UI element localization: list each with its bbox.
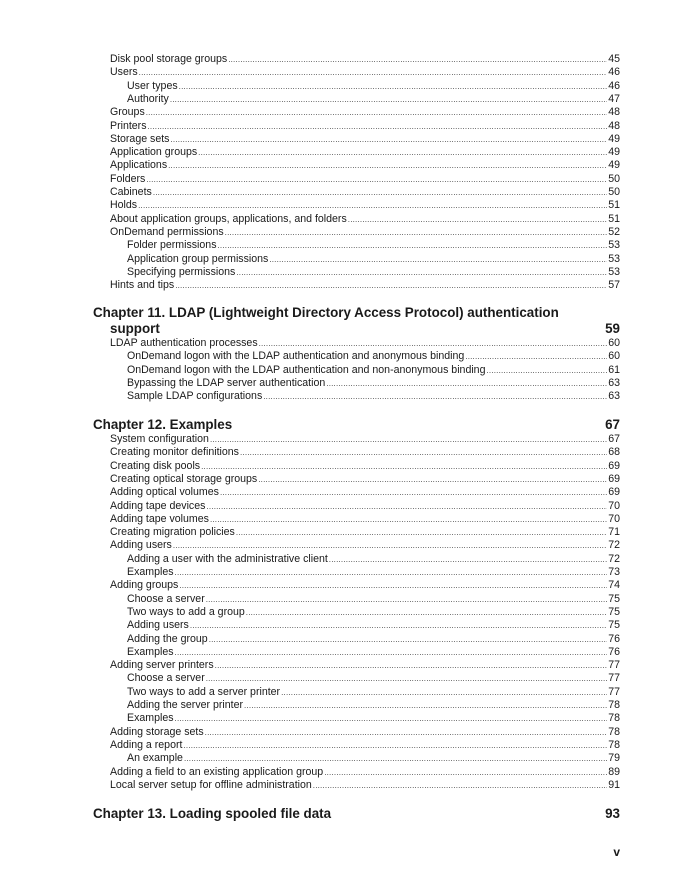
leader-dots <box>184 752 607 765</box>
leader-dots <box>246 606 607 619</box>
toc-entry-title: System configuration <box>110 433 209 445</box>
toc-entry[interactable] <box>110 526 620 539</box>
toc-entry-page: 52 <box>608 225 620 238</box>
leader-dots <box>465 350 607 363</box>
toc-entry-page: 49 <box>608 159 620 172</box>
toc-entry-page: 77 <box>608 672 620 685</box>
leader-dots <box>259 337 608 350</box>
toc-entry-page: 68 <box>608 446 620 459</box>
toc-subentry[interactable] <box>127 553 620 566</box>
leader-dots <box>269 253 607 266</box>
toc-entry[interactable] <box>110 226 620 239</box>
leader-dots <box>170 133 607 146</box>
leader-dots <box>168 159 607 172</box>
leader-dots <box>179 80 608 93</box>
chapter-11-title-continued: support <box>110 321 160 336</box>
toc-subentry[interactable] <box>127 253 620 266</box>
leader-dots <box>175 712 608 725</box>
toc-entry-page: 77 <box>608 659 620 672</box>
toc-entry-page: 47 <box>608 92 620 105</box>
toc-subentry[interactable] <box>127 633 620 646</box>
toc-entry-page: 57 <box>608 279 620 292</box>
toc-entry-page: 50 <box>608 186 620 198</box>
toc-entry-page: 67 <box>608 433 620 445</box>
chapter-12-title: Chapter 12. Examples <box>93 417 233 432</box>
toc-entry-page: 89 <box>608 765 620 778</box>
toc-entry-page: 75 <box>608 605 620 618</box>
toc-entry-page: 75 <box>608 592 620 605</box>
toc-entry-title: User types <box>127 79 178 92</box>
toc-subentry[interactable] <box>127 377 620 390</box>
toc-entry-title: Two ways to add a server printer <box>127 685 281 698</box>
toc-entry-title: About application groups, applications, and folders <box>110 212 347 225</box>
toc-entry-title: Choose a server <box>127 672 205 685</box>
toc-entry[interactable] <box>110 337 620 350</box>
toc-entry-title: Local server setup for offline administration <box>110 778 312 791</box>
leader-dots <box>170 93 607 106</box>
leader-dots <box>348 213 607 226</box>
toc-entry[interactable] <box>110 279 620 292</box>
toc-entry[interactable] <box>110 726 620 739</box>
leader-dots <box>281 686 607 699</box>
toc-entry[interactable] <box>110 66 620 79</box>
leader-dots <box>329 553 607 566</box>
toc-subentry[interactable] <box>127 712 620 725</box>
toc-entry-title: Adding the group <box>127 632 208 645</box>
toc-entry-page: 69 <box>608 486 620 499</box>
toc-entry-title: Cabinets <box>110 186 152 198</box>
toc-entry-page: 46 <box>608 79 620 92</box>
toc-subentry[interactable] <box>127 606 620 619</box>
toc-entry[interactable] <box>110 579 620 592</box>
toc-entry-page: 53 <box>608 239 620 252</box>
toc-entry-title: Adding optical volumes <box>110 486 219 499</box>
toc-entry[interactable] <box>110 500 620 513</box>
toc-entry-title: Hints and tips <box>110 279 175 292</box>
toc-entry-page: 71 <box>608 526 620 539</box>
leader-dots <box>220 486 607 499</box>
leader-dots <box>486 364 607 377</box>
toc-entry-title: Applications <box>110 159 168 172</box>
leader-dots <box>190 619 607 632</box>
leader-dots <box>324 766 607 779</box>
toc-entry-page: 73 <box>608 566 620 578</box>
toc-entry[interactable] <box>110 766 620 779</box>
leader-dots <box>225 226 608 239</box>
chapter-12-heading[interactable] <box>93 417 620 433</box>
toc-subentry[interactable] <box>127 266 620 279</box>
toc-entry-title: Folders <box>110 172 146 185</box>
toc-entry-page: 69 <box>608 459 620 472</box>
toc-subentry[interactable] <box>127 390 620 403</box>
toc-entry-title: Adding storage sets <box>110 725 204 738</box>
toc-subentry[interactable] <box>127 752 620 765</box>
toc-entry-page: 63 <box>608 376 620 389</box>
leader-dots <box>240 446 607 459</box>
toc-entry-page: 72 <box>608 552 620 565</box>
chapter-13-title: Chapter 13. Loading spooled file data <box>93 806 332 821</box>
toc-entry-title: Specifying permissions <box>127 265 236 278</box>
toc-entry-title: Adding groups <box>110 579 179 592</box>
toc-subentry[interactable] <box>127 93 620 106</box>
toc-entry-page: 51 <box>608 199 620 212</box>
toc-entry-page: 76 <box>608 645 620 658</box>
leader-dots <box>183 739 607 752</box>
toc-entry[interactable] <box>110 433 620 446</box>
toc-entry-title: Application group permissions <box>127 252 269 265</box>
toc-entry-title: Adding server printers <box>110 659 214 672</box>
toc-entry-title: Choose a server <box>127 592 205 605</box>
toc-entry-page: 70 <box>608 499 620 512</box>
leader-dots <box>175 646 608 659</box>
toc-entry[interactable] <box>110 779 620 792</box>
toc-entry-page: 70 <box>608 512 620 525</box>
leader-dots <box>153 186 607 199</box>
toc-entry-page: 74 <box>608 579 620 592</box>
leader-dots <box>205 726 608 739</box>
toc-entry-title: Sample LDAP configurations <box>127 390 263 403</box>
toc-entry[interactable] <box>110 513 620 526</box>
toc-entry-title: Examples <box>127 645 174 658</box>
toc-entry-page: 60 <box>608 350 620 363</box>
toc-entry[interactable] <box>110 199 620 212</box>
page-number: v <box>613 845 620 859</box>
leader-dots <box>198 146 607 159</box>
toc-entry-page: 78 <box>608 699 620 711</box>
chapter-12-page: 67 <box>605 417 620 432</box>
toc-entry-title: Adding a report <box>110 738 183 751</box>
leader-dots <box>175 566 608 579</box>
leader-dots <box>210 513 607 526</box>
toc-entry-title: Examples <box>127 566 174 578</box>
toc-entry-page: 76 <box>608 632 620 645</box>
leader-dots <box>210 433 607 446</box>
toc-subentry[interactable] <box>127 699 620 712</box>
toc-entry[interactable] <box>110 446 620 459</box>
toc-entry-page: 91 <box>608 778 620 791</box>
leader-dots <box>209 633 608 646</box>
leader-dots <box>228 53 607 66</box>
toc-subentry[interactable] <box>127 672 620 685</box>
leader-dots <box>206 593 607 606</box>
leader-dots <box>201 460 607 473</box>
leader-dots <box>313 779 607 792</box>
toc-entry[interactable] <box>110 539 620 552</box>
toc-entry-page: 48 <box>608 106 620 119</box>
leader-dots <box>236 526 607 539</box>
toc-entry-page: 53 <box>608 252 620 265</box>
toc-entry-title: Adding users <box>110 539 172 552</box>
toc-entry-page: 63 <box>608 390 620 403</box>
leader-dots <box>146 173 607 186</box>
toc-entry[interactable] <box>110 213 620 226</box>
toc-entry-title: Adding tape devices <box>110 499 206 512</box>
toc-subentry[interactable] <box>127 239 620 252</box>
leader-dots <box>138 199 607 212</box>
leader-dots <box>175 279 607 292</box>
leader-dots <box>244 699 607 712</box>
toc-subentry[interactable] <box>127 350 620 363</box>
chapter-11-heading-line2[interactable] <box>110 321 620 337</box>
toc-entry-page: 48 <box>608 119 620 132</box>
toc-subentry[interactable] <box>127 686 620 699</box>
toc-entry-title: Adding a field to an existing application group <box>110 765 324 778</box>
leader-dots <box>263 390 607 403</box>
chapter-13-heading[interactable] <box>93 806 620 822</box>
toc-entry-title: Printers <box>110 119 147 132</box>
toc-subentry[interactable] <box>127 566 620 579</box>
leader-dots <box>139 66 608 79</box>
toc-entry-title: An example <box>127 752 183 765</box>
toc-entry[interactable] <box>110 159 620 172</box>
toc-entry-title: Creating monitor definitions <box>110 446 239 459</box>
toc-entry-title: OnDemand logon with the LDAP authentication and anonymous binding <box>127 350 465 363</box>
toc-entry-page: 72 <box>608 539 620 552</box>
toc-entry-page: 61 <box>608 363 620 376</box>
leader-dots <box>258 473 607 486</box>
chapter-11-title: Chapter 11. LDAP (Lightweight Directory Access Protocol) authentication <box>93 305 559 320</box>
toc-entry-page: 78 <box>608 725 620 738</box>
toc-entry[interactable] <box>110 53 620 66</box>
toc-entry-page: 77 <box>608 685 620 698</box>
toc-entry-page: 53 <box>608 265 620 278</box>
toc-entry-title: Creating disk pools <box>110 459 201 472</box>
toc-entry[interactable] <box>110 473 620 486</box>
toc-entry-title: Adding a user with the administrative client <box>127 552 328 565</box>
chapter-11-heading-line1[interactable] <box>93 305 559 321</box>
toc-entry-page: 79 <box>608 752 620 765</box>
leader-dots <box>236 266 607 279</box>
toc-entry-title: Folder permissions <box>127 239 217 252</box>
toc-entry-title: Adding tape volumes <box>110 512 209 525</box>
toc-entry-title: Creating optical storage groups <box>110 472 258 485</box>
leader-dots <box>206 672 607 685</box>
toc-entry-title: Adding the server printer <box>127 699 244 711</box>
leader-dots <box>146 106 607 119</box>
toc-entry[interactable] <box>110 133 620 146</box>
toc-entry-title: OnDemand logon with the LDAP authentication and non-anonymous binding <box>127 363 486 376</box>
toc-entry-title: Adding users <box>127 619 189 632</box>
toc-subentry[interactable] <box>127 364 620 377</box>
toc-entry-page: 49 <box>608 132 620 145</box>
toc-entry-page: 69 <box>608 472 620 485</box>
leader-dots <box>148 120 608 133</box>
chapter-13-page: 93 <box>605 806 620 821</box>
leader-dots <box>179 579 607 592</box>
leader-dots <box>326 377 607 390</box>
toc-entry-title: Storage sets <box>110 132 170 145</box>
toc-subentry[interactable] <box>127 619 620 632</box>
toc-entry-page: 45 <box>608 53 620 65</box>
toc-subentry[interactable] <box>127 593 620 606</box>
leader-dots <box>218 239 608 252</box>
toc-entry-title: Application groups <box>110 146 198 159</box>
toc-entry[interactable] <box>110 173 620 186</box>
toc-entry-title: Examples <box>127 712 174 725</box>
toc-entry-title: Two ways to add a group <box>127 605 245 618</box>
toc-entry-title: Groups <box>110 106 145 119</box>
toc-entry-title: Bypassing the LDAP server authentication <box>127 376 326 389</box>
toc-entry-page: 50 <box>608 172 620 185</box>
toc-entry-title: Authority <box>127 92 169 105</box>
chapter-11-page: 59 <box>605 321 620 336</box>
toc-entry[interactable] <box>110 739 620 752</box>
toc-entry-title: Holds <box>110 199 138 212</box>
toc-entry-page: 51 <box>608 212 620 225</box>
toc-subentry[interactable] <box>127 646 620 659</box>
leader-dots <box>206 500 607 513</box>
toc-entry[interactable] <box>110 146 620 159</box>
toc-entry-page: 60 <box>608 337 620 349</box>
toc-entry[interactable] <box>110 486 620 499</box>
toc-entry-title: Users <box>110 66 138 79</box>
toc-entry-title: Disk pool storage groups <box>110 53 228 65</box>
toc-entry[interactable] <box>110 106 620 119</box>
toc-entry[interactable] <box>110 186 620 199</box>
toc-entry-title: OnDemand permissions <box>110 225 224 238</box>
toc-entry-title: LDAP authentication processes <box>110 337 258 349</box>
toc-entry-page: 46 <box>608 66 620 79</box>
toc-entry-page: 78 <box>608 712 620 725</box>
leader-dots <box>215 659 608 672</box>
toc-entry-page: 78 <box>608 738 620 751</box>
toc-entry[interactable] <box>110 120 620 133</box>
toc-subentry[interactable] <box>127 80 620 93</box>
toc-entry-page: 49 <box>608 146 620 159</box>
toc-entry[interactable] <box>110 659 620 672</box>
leader-dots <box>173 539 607 552</box>
toc-entry-title: Creating migration policies <box>110 526 235 539</box>
toc-entry-page: 75 <box>608 619 620 632</box>
toc-entry[interactable] <box>110 460 620 473</box>
